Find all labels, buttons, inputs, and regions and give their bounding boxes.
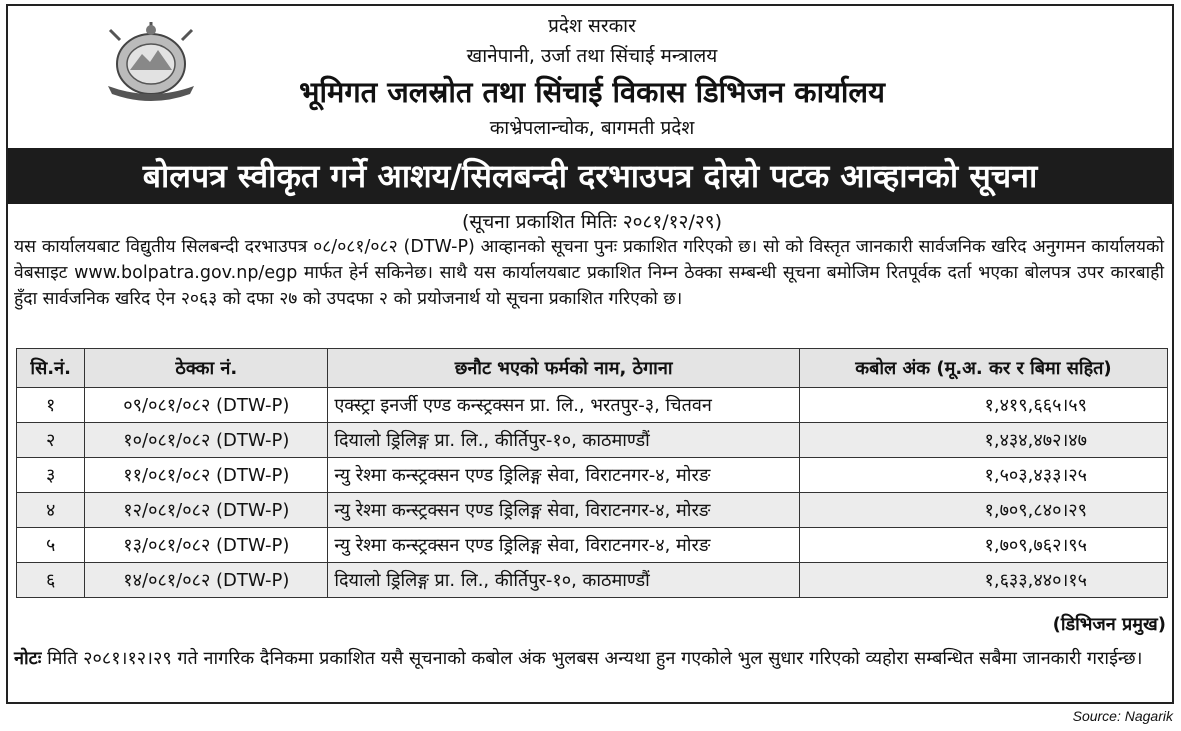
bid-table: [16, 348, 1168, 598]
cell-sn: ५: [17, 528, 85, 563]
table-header-row: [17, 349, 1168, 388]
cell-amount: १,४३४,४७२।४७: [799, 423, 1167, 458]
cell-sn: ६: [17, 563, 85, 598]
notice-frame: [6, 4, 1174, 704]
table-row: [17, 388, 1168, 423]
cell-firm: न्यु रेश्मा कन्स्ट्रक्सन एण्ड ड्रिलिङ्ग सेवा, विराटनगर-४, मोरङ: [328, 528, 800, 563]
cell-sn: २: [17, 423, 85, 458]
note-text: मिति २०८१।१२।२९ गते नागरिक दैनिकमा प्रकाशित यसै सूचनाको कबोल अंक भुलबस अन्यथा हुन गएकोले भुल सुधार गरिएको व्यहोरा सम्बन्धित सबैमा जानकारी गराईन्छ।: [47, 648, 1143, 669]
cell-sn: ३: [17, 458, 85, 493]
cell-amount: १,७०९,८४०।२९: [799, 493, 1167, 528]
cell-contract: ११/०८१/०८२ (DTW-P): [85, 458, 328, 493]
cell-firm: एक्स्ट्रा इनर्जी एण्ड कन्स्ट्रक्सन प्रा. लि., भरतपुर-३, चितवन: [328, 388, 800, 423]
col-sn-header: सि.नं.: [17, 349, 85, 388]
cell-contract: १०/०८१/०८२ (DTW-P): [85, 423, 328, 458]
notice-body: यस कार्यालयबाट विद्युतीय सिलबन्दी दरभाउपत्र ०८/०८१/०८२ (DTW-P) आव्हानको सूचना पुनः प्रकाशित गरिएको छ। सो को विस्तृत जानकारी सार्वजनिक खरिद अनुगमन कार्यालयको वेबसाइट www.bolpatra.gov.np/egp मार्फत हेर्न सकिनेछ। साथै यस कार्यालयबाट प्रकाशित निम्न ठेक्का सम्बन्धी सूचना बमोजिम रितपूर्वक दर्ता भएका बोलपत्र उपर कारबाही हुँदा सार्वजनिक खरिद ऐन २०६३ को दफा २७ को उपदफा २ को प्रयोजनार्थ यो सूचना प्रकाशित गरिएको छ।: [14, 237, 1164, 309]
cell-contract: १३/०८१/०८२ (DTW-P): [85, 528, 328, 563]
ministry-line: खानेपानी, उर्जा तथा सिंचाई मन्त्रालय: [466, 45, 718, 67]
cell-firm: दियालो ड्रिलिङ्ग प्रा. लि., कीर्तिपुर-१०, काठमाण्डौं: [328, 563, 800, 598]
correction-note: [14, 642, 1166, 676]
cell-contract: ०९/०८१/०८२ (DTW-P): [85, 388, 328, 423]
cell-sn: १: [17, 388, 85, 423]
cell-amount: १,६३३,४४०।१५: [799, 563, 1167, 598]
publication-date: (सूचना प्रकाशित मितिः २०८१/१२/२९): [461, 211, 723, 233]
cell-firm: न्यु रेश्मा कन्स्ट्रक्सन एण्ड ड्रिलिङ्ग सेवा, विराटनगर-४, मोरङ: [328, 493, 800, 528]
table-row: [17, 423, 1168, 458]
govt-line: प्रदेश सरकार: [548, 15, 636, 37]
table-row: [17, 563, 1168, 598]
table-row: [17, 493, 1168, 528]
cell-amount: १,७०९,७६२।९५: [799, 528, 1167, 563]
cell-amount: १,४१९,६६५।५९: [799, 388, 1167, 423]
col-contract-header: ठेक्का नं.: [85, 349, 328, 388]
cell-firm: न्यु रेश्मा कन्स्ट्रक्सन एण्ड ड्रिलिङ्ग सेवा, विराटनगर-४, मोरङ: [328, 458, 800, 493]
office-title: भूमिगत जलस्रोत तथा सिंचाई विकास डिभिजन कार्यालय: [299, 75, 885, 109]
col-amount-header: कबोल अंक (मू.अ. कर र बिमा सहित): [799, 349, 1167, 388]
division-chief-signature: (डिभिजन प्रमुख): [1052, 614, 1166, 635]
note-label: नोटः: [14, 648, 42, 669]
cell-sn: ४: [17, 493, 85, 528]
cell-firm: दियालो ड्रिलिङ्ग प्रा. लि., कीर्तिपुर-१०, काठमाण्डौं: [328, 423, 800, 458]
table-row: [17, 458, 1168, 493]
col-firm-header: छनौट भएको फर्मको नाम, ठेगाना: [328, 349, 800, 388]
table-row: [17, 528, 1168, 563]
office-location: काभ्रेपलान्चोक, बागमती प्रदेश: [489, 117, 695, 139]
cell-contract: १४/०८१/०८२ (DTW-P): [85, 563, 328, 598]
cell-amount: १,५०३,४३३।२५: [799, 458, 1167, 493]
cell-contract: १२/०८१/०८२ (DTW-P): [85, 493, 328, 528]
source-credit: Source: Nagarik: [1072, 708, 1173, 724]
notice-banner: बोलपत्र स्वीकृत गर्ने आशय/सिलबन्दी दरभाउपत्र दोस्रो पटक आव्हानको सूचना: [8, 148, 1172, 204]
